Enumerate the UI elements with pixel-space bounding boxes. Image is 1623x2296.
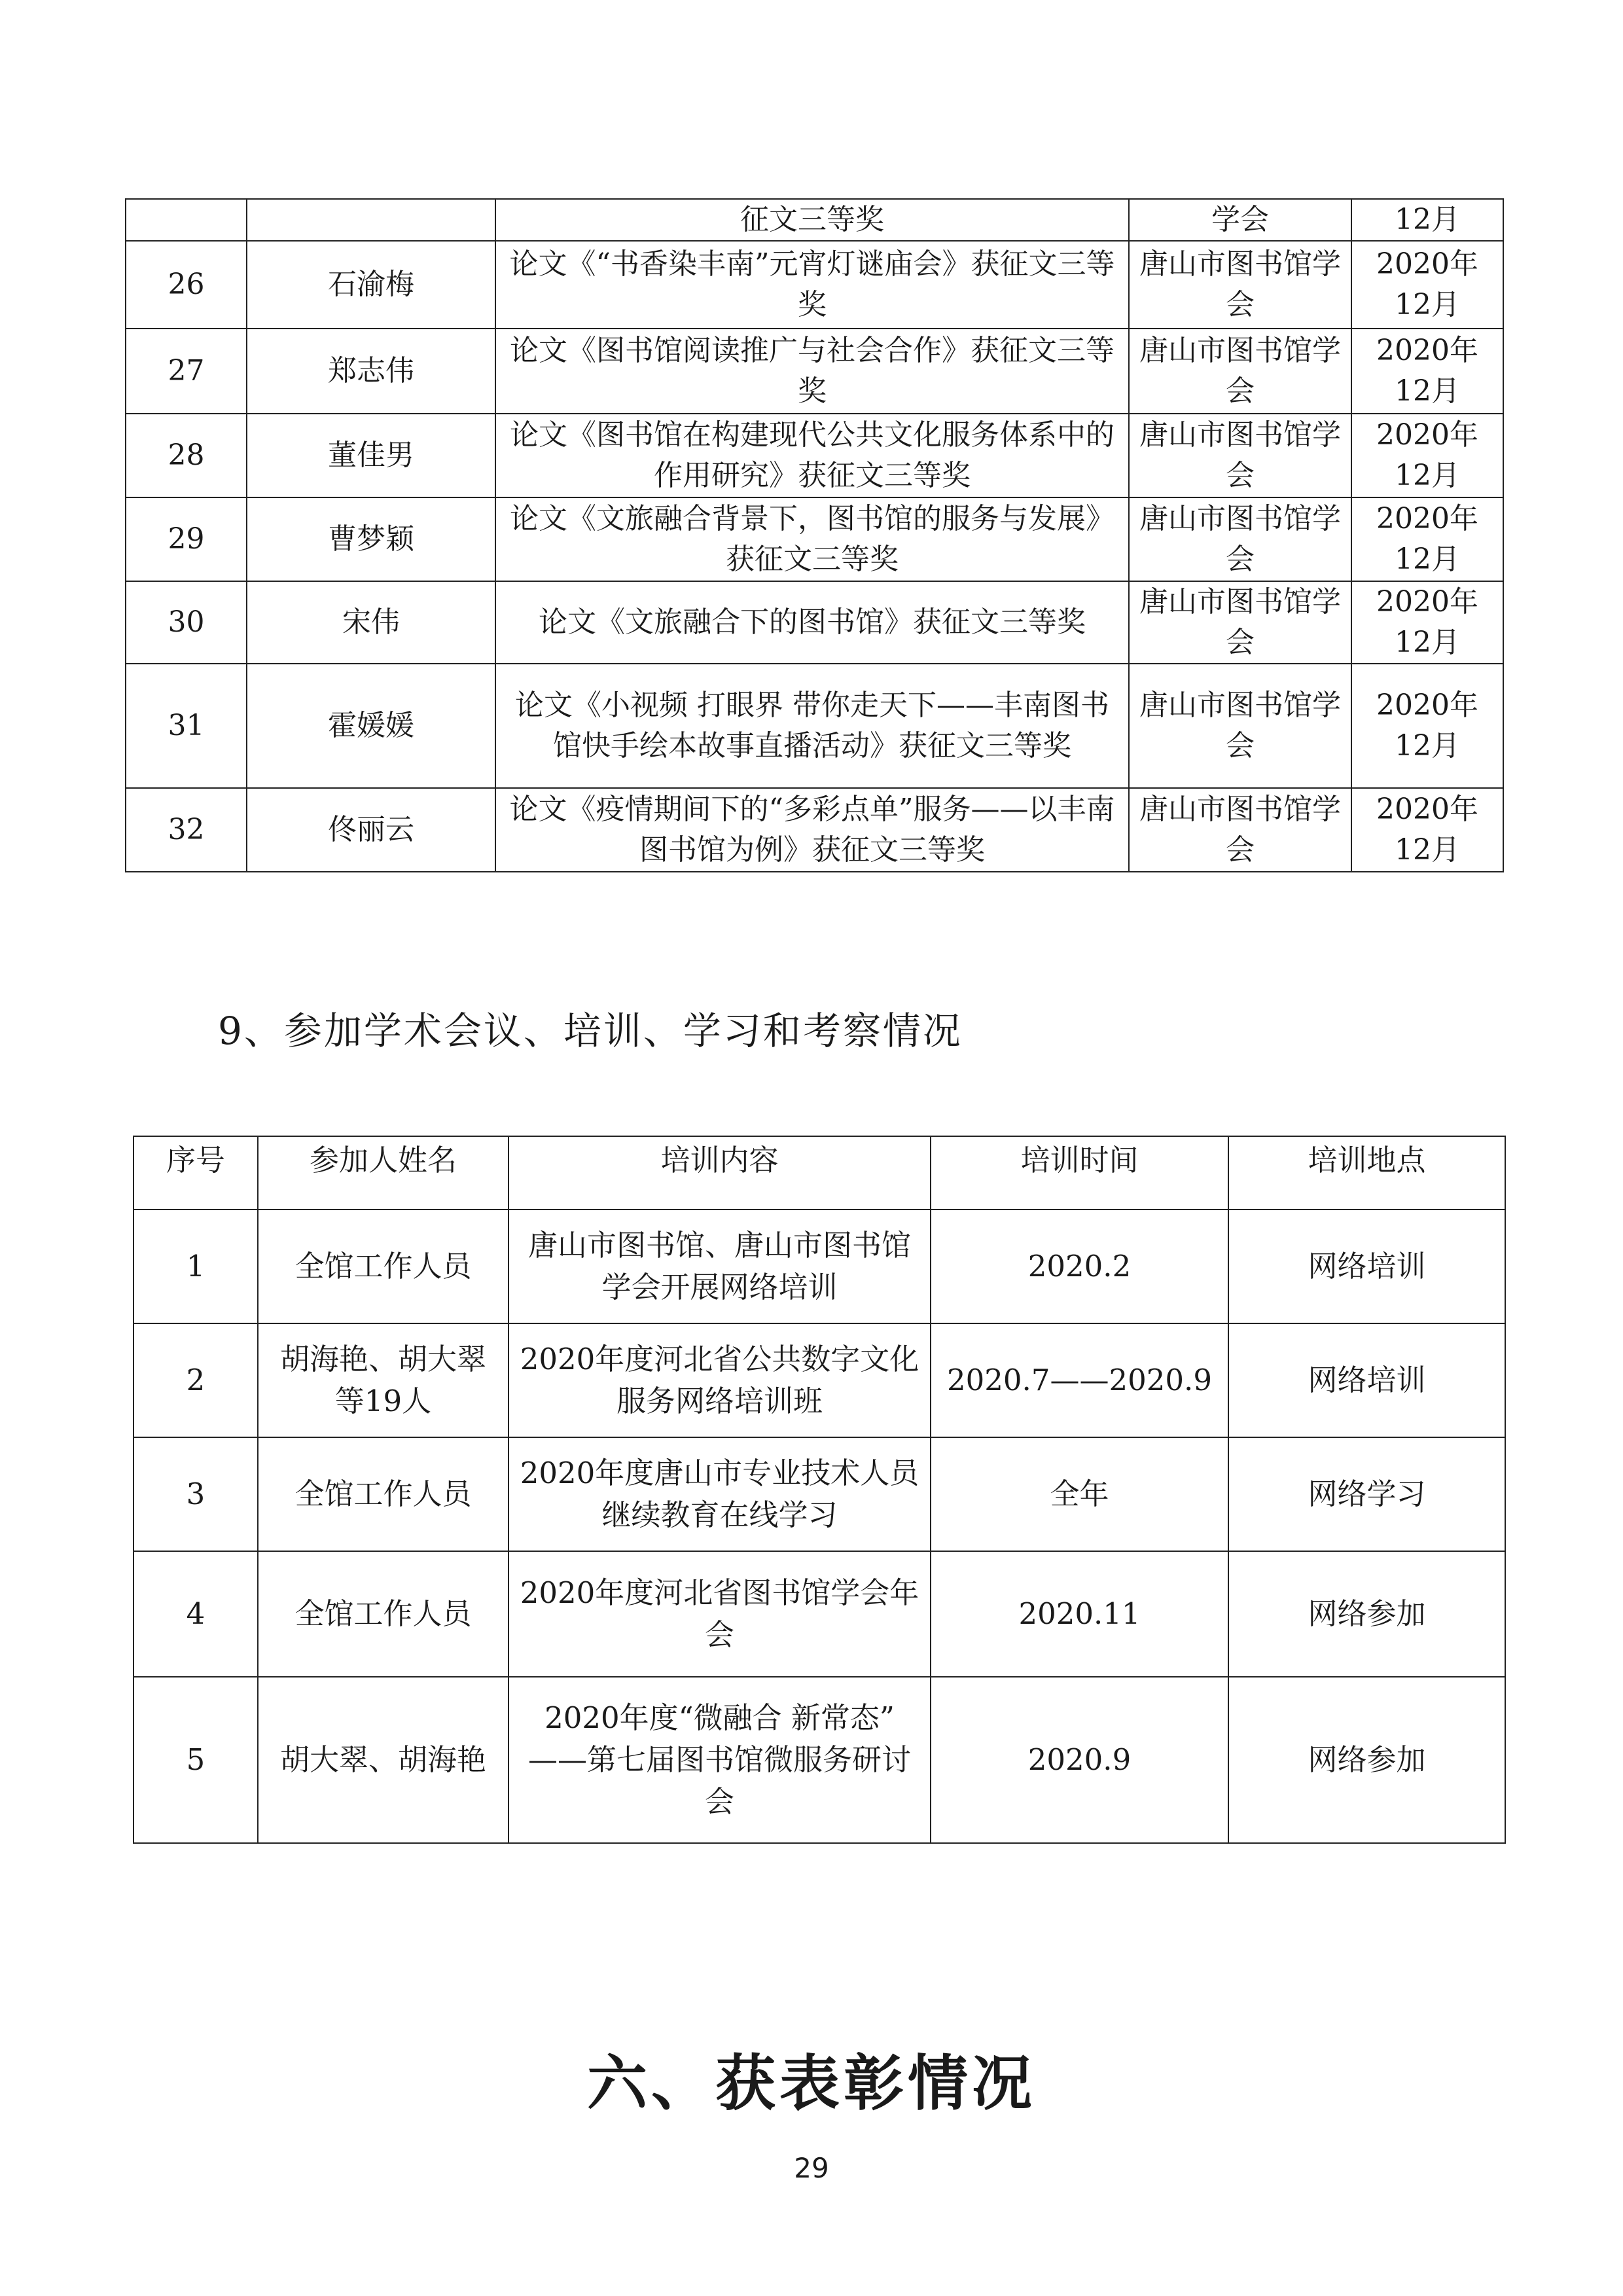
award-name: 董佳男 (247, 414, 495, 497)
award-content: 论文《疫情期间下的“多彩点单”服务——以丰南图书馆为例》获征文三等奖 (495, 788, 1129, 872)
training-name: 全馆工作人员 (258, 1437, 508, 1551)
training-time: 2020.2 (931, 1210, 1228, 1323)
training-place: 网络参加 (1228, 1677, 1505, 1843)
award-date: 2020年12月 (1351, 414, 1503, 497)
training-table (133, 1136, 1506, 1844)
award-no: 30 (126, 581, 247, 664)
table-row (134, 1677, 1505, 1843)
awards-table (125, 198, 1504, 872)
training-time: 全年 (931, 1437, 1228, 1551)
table-row (126, 329, 1503, 414)
table-row (126, 788, 1503, 872)
award-name (247, 199, 495, 241)
training-content: 2020年度河北省图书馆学会年会 (508, 1551, 931, 1677)
award-content: 论文《“书香染丰南”元宵灯谜庙会》获征文三等奖 (495, 241, 1129, 329)
award-org: 唐山市图书馆学会 (1129, 329, 1351, 414)
award-no (126, 199, 247, 241)
training-content: 2020年度唐山市专业技术人员继续教育在线学习 (508, 1437, 931, 1551)
award-no: 28 (126, 414, 247, 497)
training-content: 唐山市图书馆、唐山市图书馆学会开展网络培训 (508, 1210, 931, 1323)
training-place: 网络培训 (1228, 1323, 1505, 1437)
award-content: 征文三等奖 (495, 199, 1129, 241)
award-org: 唐山市图书馆学会 (1129, 414, 1351, 497)
table-row (126, 199, 1503, 241)
table-row (126, 581, 1503, 664)
award-date: 2020年12月 (1351, 241, 1503, 329)
training-place: 网络参加 (1228, 1551, 1505, 1677)
award-date: 2020年12月 (1351, 329, 1503, 414)
table-row (126, 664, 1503, 788)
award-org: 唐山市图书馆学会 (1129, 497, 1351, 581)
training-no: 4 (134, 1551, 258, 1677)
award-name: 郑志伟 (247, 329, 495, 414)
header-cell: 培训内容 (508, 1136, 931, 1210)
award-content: 论文《图书馆在构建现代公共文化服务体系中的作用研究》获征文三等奖 (495, 414, 1129, 497)
award-content: 论文《图书馆阅读推广与社会合作》获征文三等奖 (495, 329, 1129, 414)
award-org: 唐山市图书馆学会 (1129, 581, 1351, 664)
training-no: 2 (134, 1323, 258, 1437)
table-row (134, 1437, 1505, 1551)
award-org: 学会 (1129, 199, 1351, 241)
training-name: 全馆工作人员 (258, 1210, 508, 1323)
training-time: 2020.11 (931, 1551, 1228, 1677)
award-org: 唐山市图书馆学会 (1129, 241, 1351, 329)
table-row (126, 497, 1503, 581)
section-9-heading: 9、参加学术会议、培训、学习和考察情况 (218, 1009, 963, 1053)
page-number: 29 (794, 2152, 829, 2184)
award-no: 32 (126, 788, 247, 872)
award-no: 31 (126, 664, 247, 788)
training-no: 5 (134, 1677, 258, 1843)
award-date: 2020年12月 (1351, 788, 1503, 872)
header-cell: 参加人姓名 (258, 1136, 508, 1210)
award-no: 27 (126, 329, 247, 414)
training-name: 胡大翠、胡海艳 (258, 1677, 508, 1843)
award-no: 26 (126, 241, 247, 329)
table-row (126, 241, 1503, 329)
training-name: 胡海艳、胡大翠等19人 (258, 1323, 508, 1437)
award-date: 12月 (1351, 199, 1503, 241)
section-6-heading: 六、获表彰情况 (586, 2049, 1036, 2119)
training-no: 3 (134, 1437, 258, 1551)
award-name: 曹梦颖 (247, 497, 495, 581)
header-cell: 培训地点 (1228, 1136, 1505, 1210)
award-org: 唐山市图书馆学会 (1129, 664, 1351, 788)
award-date: 2020年12月 (1351, 497, 1503, 581)
training-time: 2020.7——2020.9 (931, 1323, 1228, 1437)
table-header-row (134, 1136, 1505, 1210)
training-no: 1 (134, 1210, 258, 1323)
training-time: 2020.9 (931, 1677, 1228, 1843)
training-name: 全馆工作人员 (258, 1551, 508, 1677)
table-row (134, 1323, 1505, 1437)
award-content: 论文《小视频 打眼界 带你走天下——丰南图书馆快手绘本故事直播活动》获征文三等奖 (495, 664, 1129, 788)
award-name: 佟丽云 (247, 788, 495, 872)
table-row (134, 1210, 1505, 1323)
award-date: 2020年12月 (1351, 581, 1503, 664)
header-cell: 培训时间 (931, 1136, 1228, 1210)
award-name: 石渝梅 (247, 241, 495, 329)
award-name: 霍媛媛 (247, 664, 495, 788)
award-org: 唐山市图书馆学会 (1129, 788, 1351, 872)
training-content: 2020年度“微融合 新常态” ——第七届图书馆微服务研讨会 (508, 1677, 931, 1843)
training-content: 2020年度河北省公共数字文化服务网络培训班 (508, 1323, 931, 1437)
award-date: 2020年12月 (1351, 664, 1503, 788)
training-place: 网络学习 (1228, 1437, 1505, 1551)
table-row (134, 1551, 1505, 1677)
header-cell: 序号 (134, 1136, 258, 1210)
training-place: 网络培训 (1228, 1210, 1505, 1323)
table-row (126, 414, 1503, 497)
award-no: 29 (126, 497, 247, 581)
award-name: 宋伟 (247, 581, 495, 664)
award-content: 论文《文旅融合背景下，图书馆的服务与发展》获征文三等奖 (495, 497, 1129, 581)
award-content: 论文《文旅融合下的图书馆》获征文三等奖 (495, 581, 1129, 664)
